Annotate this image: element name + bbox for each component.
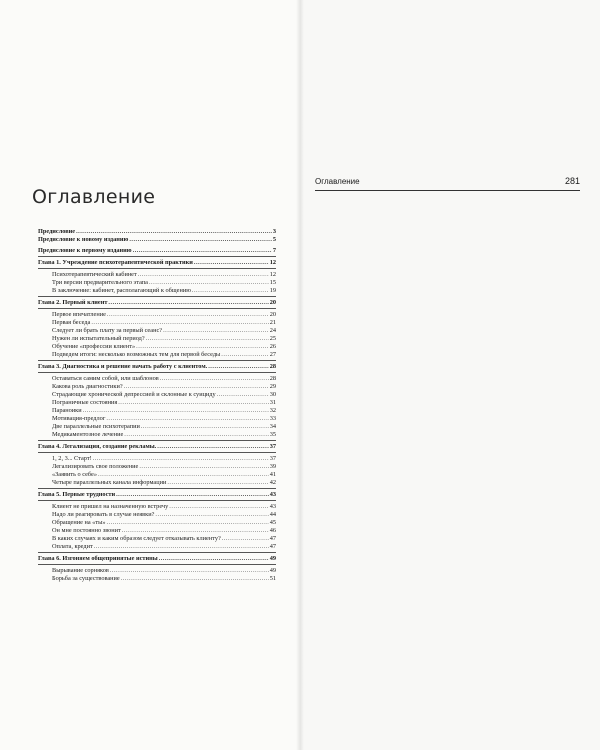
toc-entry: [38, 391, 276, 399]
toc-title: Пограничные состояния: [52, 399, 118, 406]
toc-title: Предисловие к первому изданию: [38, 247, 132, 254]
toc-page: 12: [269, 271, 276, 278]
toc-entry: [38, 399, 276, 407]
toc-entry: [38, 431, 276, 439]
toc-page: 51: [269, 575, 276, 582]
toc-title: Глава 1. Учреждение психотерапевтической практики: [38, 259, 193, 266]
toc-title: Глава 3. Диагностика и решение начать работу с клиентом.: [38, 363, 208, 370]
toc-title: Какова роль диагностики?: [52, 383, 123, 390]
right-page: [300, 0, 600, 750]
toc-entry: [38, 527, 276, 535]
toc-page: 24: [269, 327, 276, 334]
toc-title: Три версии предварительного этапа: [52, 279, 148, 286]
toc-title: Обучение «профессии клиент»: [52, 343, 136, 350]
toc-entry: [38, 503, 276, 511]
toc-title: Параноики: [52, 407, 82, 414]
toc-chapter: [38, 491, 276, 499]
toc-page: 29: [269, 383, 276, 390]
toc-entry: [38, 319, 276, 327]
toc-title: Психотерапевтический кабинет: [52, 271, 137, 278]
toc-title: Оплата, кредит: [52, 543, 93, 550]
toc-page: 12: [269, 259, 276, 266]
toc-page: 21: [269, 319, 276, 326]
toc-page: 42: [269, 479, 276, 486]
running-head: [315, 176, 580, 191]
running-title: Оглавление: [315, 177, 360, 186]
toc-page: 19: [269, 287, 276, 294]
left-toc: [38, 228, 276, 583]
toc-entry: [38, 543, 276, 551]
toc-title: Он мне постоянно звонит: [52, 527, 121, 534]
toc-chapter: [38, 443, 276, 451]
toc-entry: [38, 335, 276, 343]
toc-page: 20: [269, 311, 276, 318]
toc-title: Борьба за существование: [52, 575, 120, 582]
toc-page: 26: [269, 343, 276, 350]
toc-page: 33: [269, 415, 276, 422]
toc-entry: [38, 519, 276, 527]
book-gutter: [296, 0, 304, 750]
toc-entry: [38, 279, 276, 287]
toc-entry: [38, 343, 276, 351]
toc-title: Четыре параллельных канала информации: [52, 479, 167, 486]
toc-page: 47: [269, 535, 276, 542]
toc-page: 15: [269, 279, 276, 286]
toc-entry: [38, 455, 276, 463]
toc-page: 35: [269, 431, 276, 438]
toc-entry: [38, 407, 276, 415]
toc-entry: [38, 423, 276, 431]
toc-entry: [38, 236, 276, 244]
toc-page: 5: [272, 236, 276, 243]
toc-title: Клиент не пришел на назначенную встречу: [52, 503, 169, 510]
toc-page: 28: [269, 375, 276, 382]
toc-title: В заключение: кабинет, располагающий к общению: [52, 287, 191, 294]
toc-chapter: [38, 363, 276, 371]
toc-page: 27: [269, 351, 276, 358]
toc-entry: [38, 327, 276, 335]
toc-page: 49: [269, 567, 276, 574]
toc-page: 7: [272, 247, 276, 254]
toc-entry: [38, 247, 276, 255]
toc-title: В каких случаях и каким образом следует отказывать клиенту?: [52, 535, 221, 542]
toc-page: 34: [269, 423, 276, 430]
toc-entry: [38, 375, 276, 383]
toc-entry: [38, 287, 276, 295]
toc-title: Мотивация-предлог: [52, 415, 106, 422]
toc-chapter: [38, 259, 276, 267]
toc-entry: [38, 567, 276, 575]
toc-title: Глава 2. Первый клиент: [38, 299, 108, 306]
toc-title: 1, 2, 3... Старт!: [52, 455, 92, 462]
toc-page: 49: [269, 555, 276, 562]
toc-title: Предисловие к новому изданию: [38, 236, 129, 243]
toc-title: Глава 5. Первые трудности: [38, 491, 116, 498]
toc-entry: [38, 271, 276, 279]
toc-title: Предисловие: [38, 228, 76, 235]
toc-page: 39: [269, 463, 276, 470]
toc-page: 20: [269, 299, 276, 306]
toc-page: 30: [269, 391, 276, 398]
toc-page: 25: [269, 335, 276, 342]
toc-title: Медикаментозное лечение: [52, 431, 124, 438]
toc-page: 46: [269, 527, 276, 534]
toc-title: Легализировать свое положение: [52, 463, 139, 470]
toc-title: Оставаться самим собой, или шаблонов: [52, 375, 159, 382]
toc-entry: [38, 575, 276, 583]
toc-title: Глава 4. Легализация, создание рекламы.: [38, 443, 157, 450]
toc-title: Глава 6. Изгоняем общепринятые истины: [38, 555, 158, 562]
toc-page: 43: [269, 503, 276, 510]
toc-title: Нужен ли испытательный период?: [52, 335, 145, 342]
toc-title: Страдающие хронической депрессией и склонные к суициду: [52, 391, 216, 398]
toc-page: 31: [269, 399, 276, 406]
toc-title: Надо ли реагировать в случае неявки?: [52, 511, 155, 518]
toc-chapter: [38, 555, 276, 563]
toc-page: 37: [269, 443, 276, 450]
toc-page: 47: [269, 543, 276, 550]
toc-page: 44: [269, 511, 276, 518]
toc-entry: [38, 311, 276, 319]
toc-page: 3: [272, 228, 276, 235]
toc-title: Первое впечатление: [52, 311, 106, 318]
toc-title: Две параллельные психотерапии: [52, 423, 140, 430]
toc-entry: [38, 351, 276, 359]
toc-entry: [38, 415, 276, 423]
contents-heading: Оглавление: [32, 186, 156, 208]
toc-page: 45: [269, 519, 276, 526]
toc-title: Подведем итоги: несколько возможных тем для первой беседы: [52, 351, 221, 358]
toc-title: Вырывание сорняков: [52, 567, 109, 574]
toc-page: 43: [269, 491, 276, 498]
toc-page: 41: [269, 471, 276, 478]
toc-entry: [38, 511, 276, 519]
toc-title: Следует ли брать плату за первый сеанс?: [52, 327, 163, 334]
toc-title: Первая беседа: [52, 319, 91, 326]
toc-page: 28: [269, 363, 276, 370]
toc-entry: [38, 479, 276, 487]
toc-entry: [38, 471, 276, 479]
toc-entry: [38, 463, 276, 471]
toc-title: Обращение на «ты»: [52, 519, 106, 526]
page-number: 281: [564, 176, 580, 186]
toc-entry: [38, 383, 276, 391]
toc-entry: [38, 228, 276, 236]
toc-entry: [38, 535, 276, 543]
toc-page: 32: [269, 407, 276, 414]
toc-title: «Заявить о себе»: [52, 471, 97, 478]
toc-chapter: [38, 299, 276, 307]
toc-page: 37: [269, 455, 276, 462]
